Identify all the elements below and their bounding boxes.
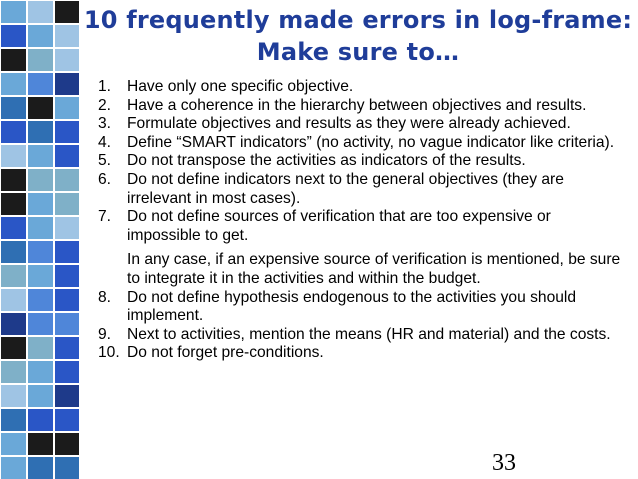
mosaic-tile: [54, 432, 80, 456]
mosaic-tile: [27, 0, 54, 24]
list-item: [98, 115, 628, 134]
mosaic-tile: [27, 336, 54, 360]
item-number: 4.: [98, 133, 112, 151]
mosaic-tile: [0, 336, 27, 360]
list-item: [98, 152, 628, 171]
item-number: 1.: [98, 78, 112, 95]
item-text: Do not forget pre-conditions.: [127, 344, 324, 362]
mosaic-tile: [0, 408, 27, 432]
mosaic-tile: [54, 192, 80, 216]
mosaic-tile: [54, 24, 80, 48]
mosaic-tile: [27, 144, 54, 168]
mosaic-tile: [54, 96, 80, 120]
slide-title: [82, 4, 634, 68]
list-item: [98, 289, 628, 326]
item-text: Do not define indicators next to the general objectives (they are irrelevant in most cases).: [127, 170, 564, 207]
error-list: [98, 78, 628, 363]
mosaic-tile: [0, 432, 27, 456]
item-number: 6.: [98, 170, 112, 188]
item-text: Do not define sources of verification that are too expensive or impossible to get.: [127, 208, 551, 244]
list-item: [98, 344, 628, 363]
mosaic-tile: [0, 456, 27, 479]
mosaic-tile: [27, 24, 54, 48]
mosaic-tile: [0, 72, 27, 96]
mosaic-tile: [0, 192, 27, 216]
mosaic-tile: [27, 360, 54, 384]
mosaic-tile: [54, 288, 80, 312]
mosaic-tile: [0, 312, 27, 336]
mosaic-tile: [0, 264, 27, 288]
mosaic-tile: [27, 288, 54, 312]
mosaic-tile: [54, 336, 80, 360]
mosaic-tile: [27, 216, 54, 240]
decorative-mosaic-strip: [0, 0, 80, 479]
item-text: Have a coherence in the hierarchy between objectives and results.: [127, 96, 587, 114]
mosaic-tile: [54, 144, 80, 168]
mosaic-tile: [54, 408, 80, 432]
mosaic-tile: [54, 312, 80, 336]
slide-title-line-2: Make sure to…: [256, 38, 460, 66]
mosaic-tile: [27, 312, 54, 336]
mosaic-tile: [27, 168, 54, 192]
list-item: [98, 134, 628, 153]
mosaic-tile: [54, 48, 80, 72]
mosaic-tile: [0, 24, 27, 48]
mosaic-tile: [0, 96, 27, 120]
mosaic-tile: [27, 384, 54, 408]
item-number: 10.: [98, 344, 120, 362]
mosaic-tile: [54, 168, 80, 192]
list-item: [98, 97, 628, 116]
item-note: In any case, if an expensive source of verification is mentioned, be sure to integrate it in the activities and within the budget.: [127, 251, 621, 287]
mosaic-tile: [0, 0, 27, 24]
mosaic-tile: [27, 456, 54, 479]
mosaic-tile: [27, 432, 54, 456]
mosaic-tile: [54, 456, 80, 479]
mosaic-tile: [27, 72, 54, 96]
item-text: Have only one specific objective.: [127, 78, 354, 95]
list-item: [98, 171, 628, 208]
mosaic-tile: [54, 120, 80, 144]
mosaic-tile: [27, 264, 54, 288]
item-number: 7.: [98, 208, 112, 226]
item-number: 5.: [98, 152, 112, 170]
mosaic-tile: [54, 0, 80, 24]
mosaic-tile: [54, 240, 80, 264]
mosaic-tile: [54, 264, 80, 288]
list-item: [98, 208, 628, 288]
item-number: 8.: [98, 288, 112, 306]
list-item: [98, 326, 628, 345]
mosaic-tile: [0, 288, 27, 312]
list-item: [98, 78, 628, 97]
mosaic-tile: [27, 96, 54, 120]
item-text: Formulate objectives and results as they were already achieved.: [127, 115, 571, 133]
slide-title-line-1: 10 frequently made errors in log-frame:: [83, 6, 633, 34]
mosaic-tile: [54, 72, 80, 96]
mosaic-tile: [54, 360, 80, 384]
item-number: 9.: [98, 325, 112, 343]
mosaic-tile: [27, 240, 54, 264]
item-text: Do not transpose the activities as indicators of the results.: [127, 152, 526, 170]
item-number: 3.: [98, 115, 112, 133]
item-text: Do not define hypothesis endogenous to the activities you should implement.: [127, 288, 577, 325]
mosaic-tile: [27, 192, 54, 216]
mosaic-tile: [0, 144, 27, 168]
mosaic-tile: [27, 120, 54, 144]
mosaic-tile: [0, 168, 27, 192]
mosaic-tile: [27, 408, 54, 432]
mosaic-tile: [0, 120, 27, 144]
page-number: 33: [492, 450, 536, 476]
item-number: 2.: [98, 96, 112, 114]
mosaic-tile: [27, 48, 54, 72]
mosaic-tile: [0, 360, 27, 384]
item-text: Next to activities, mention the means (HR and material) and the costs.: [127, 325, 611, 343]
mosaic-tile: [0, 384, 27, 408]
mosaic-tile: [54, 384, 80, 408]
mosaic-tile: [54, 216, 80, 240]
mosaic-tile: [0, 240, 27, 264]
item-text: Define “SMART indicators” (no activity, no vague indicator like criteria).: [127, 133, 615, 151]
mosaic-tile: [0, 216, 27, 240]
mosaic-tile: [0, 48, 27, 72]
